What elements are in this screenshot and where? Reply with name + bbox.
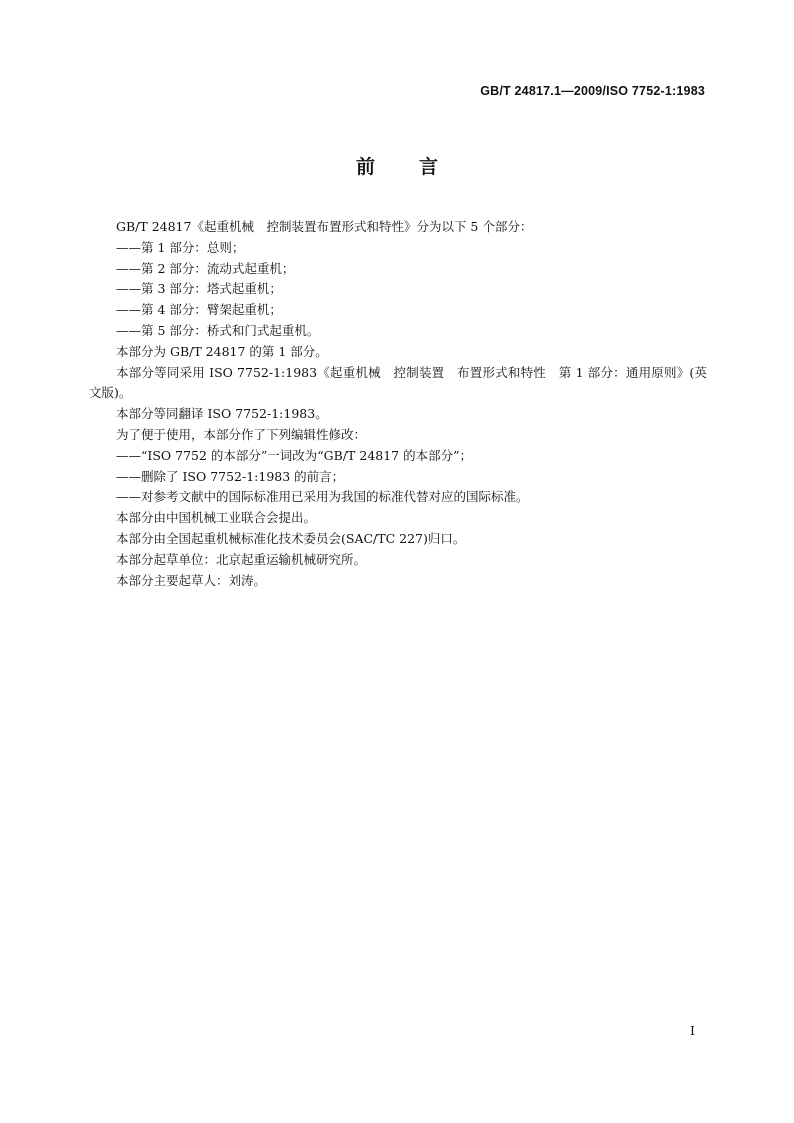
paragraph-part-statement: 本部分为 GB/T 24817 的第 1 部分。	[116, 343, 328, 359]
standard-code-header: GB/T 24817.1—2009/ISO 7752-1:1983	[480, 84, 705, 98]
list-item-edit-3: ——对参考文献中的国际标准用已采用为我国的标准代替对应的国际标准。	[116, 489, 529, 505]
paragraph-proposer: 本部分由中国机械工业联合会提出。	[116, 510, 317, 526]
paragraph-edits-intro: 为了便于使用，本部分作了下列编辑性修改：	[116, 426, 367, 442]
page-number: I	[690, 1023, 695, 1038]
paragraph-translation: 本部分等同翻译 ISO 7752-1:1983。	[116, 406, 328, 422]
list-item-edit-1: ——“ISO 7752 的本部分”一词改为“GB/T 24817 的本部分”；	[116, 447, 473, 463]
list-item-edit-2: ——删除了 ISO 7752-1:1983 的前言；	[116, 468, 345, 484]
list-item-part-3: ——第 3 部分：塔式起重机；	[116, 281, 282, 297]
paragraph-committee: 本部分由全国起重机械标准化技术委员会(SAC/TC 227)归口。	[116, 530, 466, 546]
paragraph-adoption: 本部分等同采用 ISO 7752-1:1983《起重机械 控制装置 布置形式和特性 第 1 部分：通用原则》(英文版)。	[89, 364, 707, 401]
paragraph-drafter: 本部分主要起草人：刘涛。	[116, 572, 267, 588]
paragraph-drafting-unit: 本部分起草单位：北京起重运输机械研究所。	[116, 551, 367, 567]
list-item-part-4: ——第 4 部分：臂架起重机；	[116, 302, 282, 318]
list-item-part-5: ——第 5 部分：桥式和门式起重机。	[116, 322, 320, 338]
list-item-part-1: ——第 1 部分：总则；	[116, 239, 245, 255]
paragraph-series-intro: GB/T 24817《起重机械 控制装置布置形式和特性》分为以下 5 个部分：	[116, 219, 533, 234]
list-item-part-2: ——第 2 部分：流动式起重机；	[116, 260, 295, 276]
page-title: 前言	[355, 156, 482, 178]
foreword-body	[89, 217, 707, 591]
